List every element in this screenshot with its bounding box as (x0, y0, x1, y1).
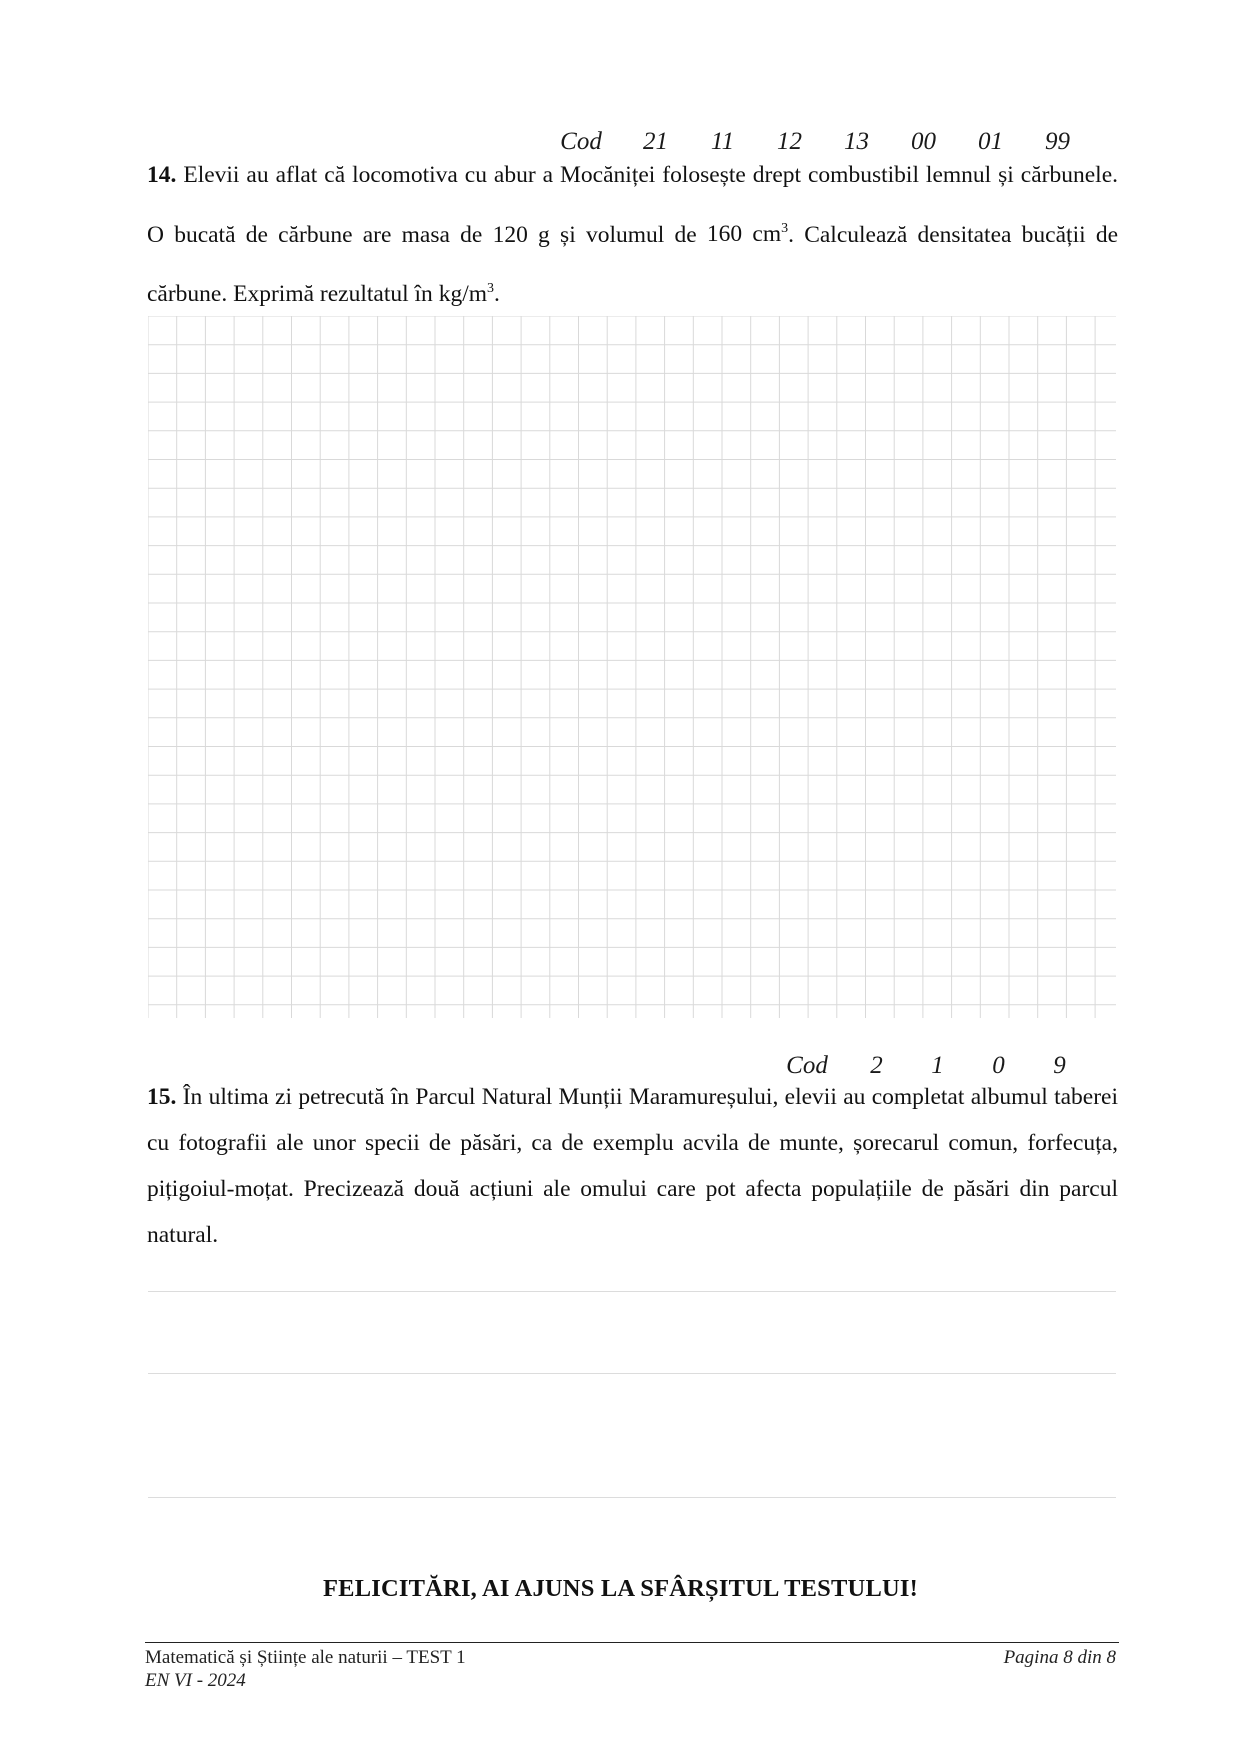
answer-line[interactable] (148, 1291, 1116, 1292)
answer-grid[interactable] (148, 316, 1116, 1018)
question-text: Elevii au aflat că locomotiva cu abur a Mocăniței folosește drept combustibil lemnul și cărbunele. O bucată de cărbune are masa de (147, 162, 1119, 248)
code-value: 21 (643, 128, 668, 155)
footer-page-number: Pagina 8 din 8 (1003, 1647, 1116, 1668)
code-value: 1 (931, 1052, 944, 1079)
footer-exam: EN VI - 2024 (145, 1670, 246, 1691)
question-text: . Calculează densitatea bucății de cărbune. Exprimă rezultatul în (147, 221, 1119, 307)
code-label: Cod (560, 128, 602, 155)
code-value: 99 (1045, 128, 1070, 155)
code-value: 00 (911, 128, 936, 155)
question-number: 14. (147, 162, 177, 188)
question-text: și volumul de (560, 221, 697, 248)
question-14: 14. Elevii au aflat că locomotiva cu abur a Mocăniței folosește drept combustibil lemnul și cărbunele. O bucată de cărbune are masa de 120 g și volumul de 160 $cm^3$. Calculează densitatea bucății de cărbune. Exprimă rezultatul în $kg/m^3$. (147, 162, 1119, 307)
code-value: 9 (1053, 1052, 1066, 1079)
mass-value: 120 g (492, 221, 550, 248)
code-value: 13 (844, 128, 869, 155)
unit-value: $kg/m^3$ (438, 280, 494, 307)
volume-value: 160 $cm^3$ (706, 221, 789, 248)
question-number: 15. (147, 1084, 177, 1110)
answer-line[interactable] (148, 1497, 1116, 1498)
answer-line[interactable] (148, 1373, 1116, 1374)
code-value: 01 (978, 128, 1003, 155)
final-message: FELICITĂRI, AI AJUNS LA SFÂRȘITUL TESTULUI! (323, 1575, 918, 1602)
question-15 (147, 1074, 1118, 1258)
code-value: 12 (777, 128, 802, 155)
question-text: În ultima zi petrecută în Parcul Natural Munții Maramureșului, elevii au completat albumul taberei cu fotografii ale unor specii de păsări, ca de exemplu acvila de munte, șorecarul comun, forfecuța, pițigoiul-moțat. Precizează două acțiuni ale omului care pot afecta populațiile de păsări din parcul natural. (147, 1084, 1119, 1248)
code-value: 0 (992, 1052, 1005, 1079)
footer-divider (145, 1642, 1119, 1643)
footer-subject: Matematică și Științe ale naturii – TEST 1 (145, 1647, 466, 1668)
code-label: Cod (786, 1052, 828, 1079)
code-value: 11 (710, 128, 735, 155)
code-value: 2 (870, 1052, 883, 1079)
